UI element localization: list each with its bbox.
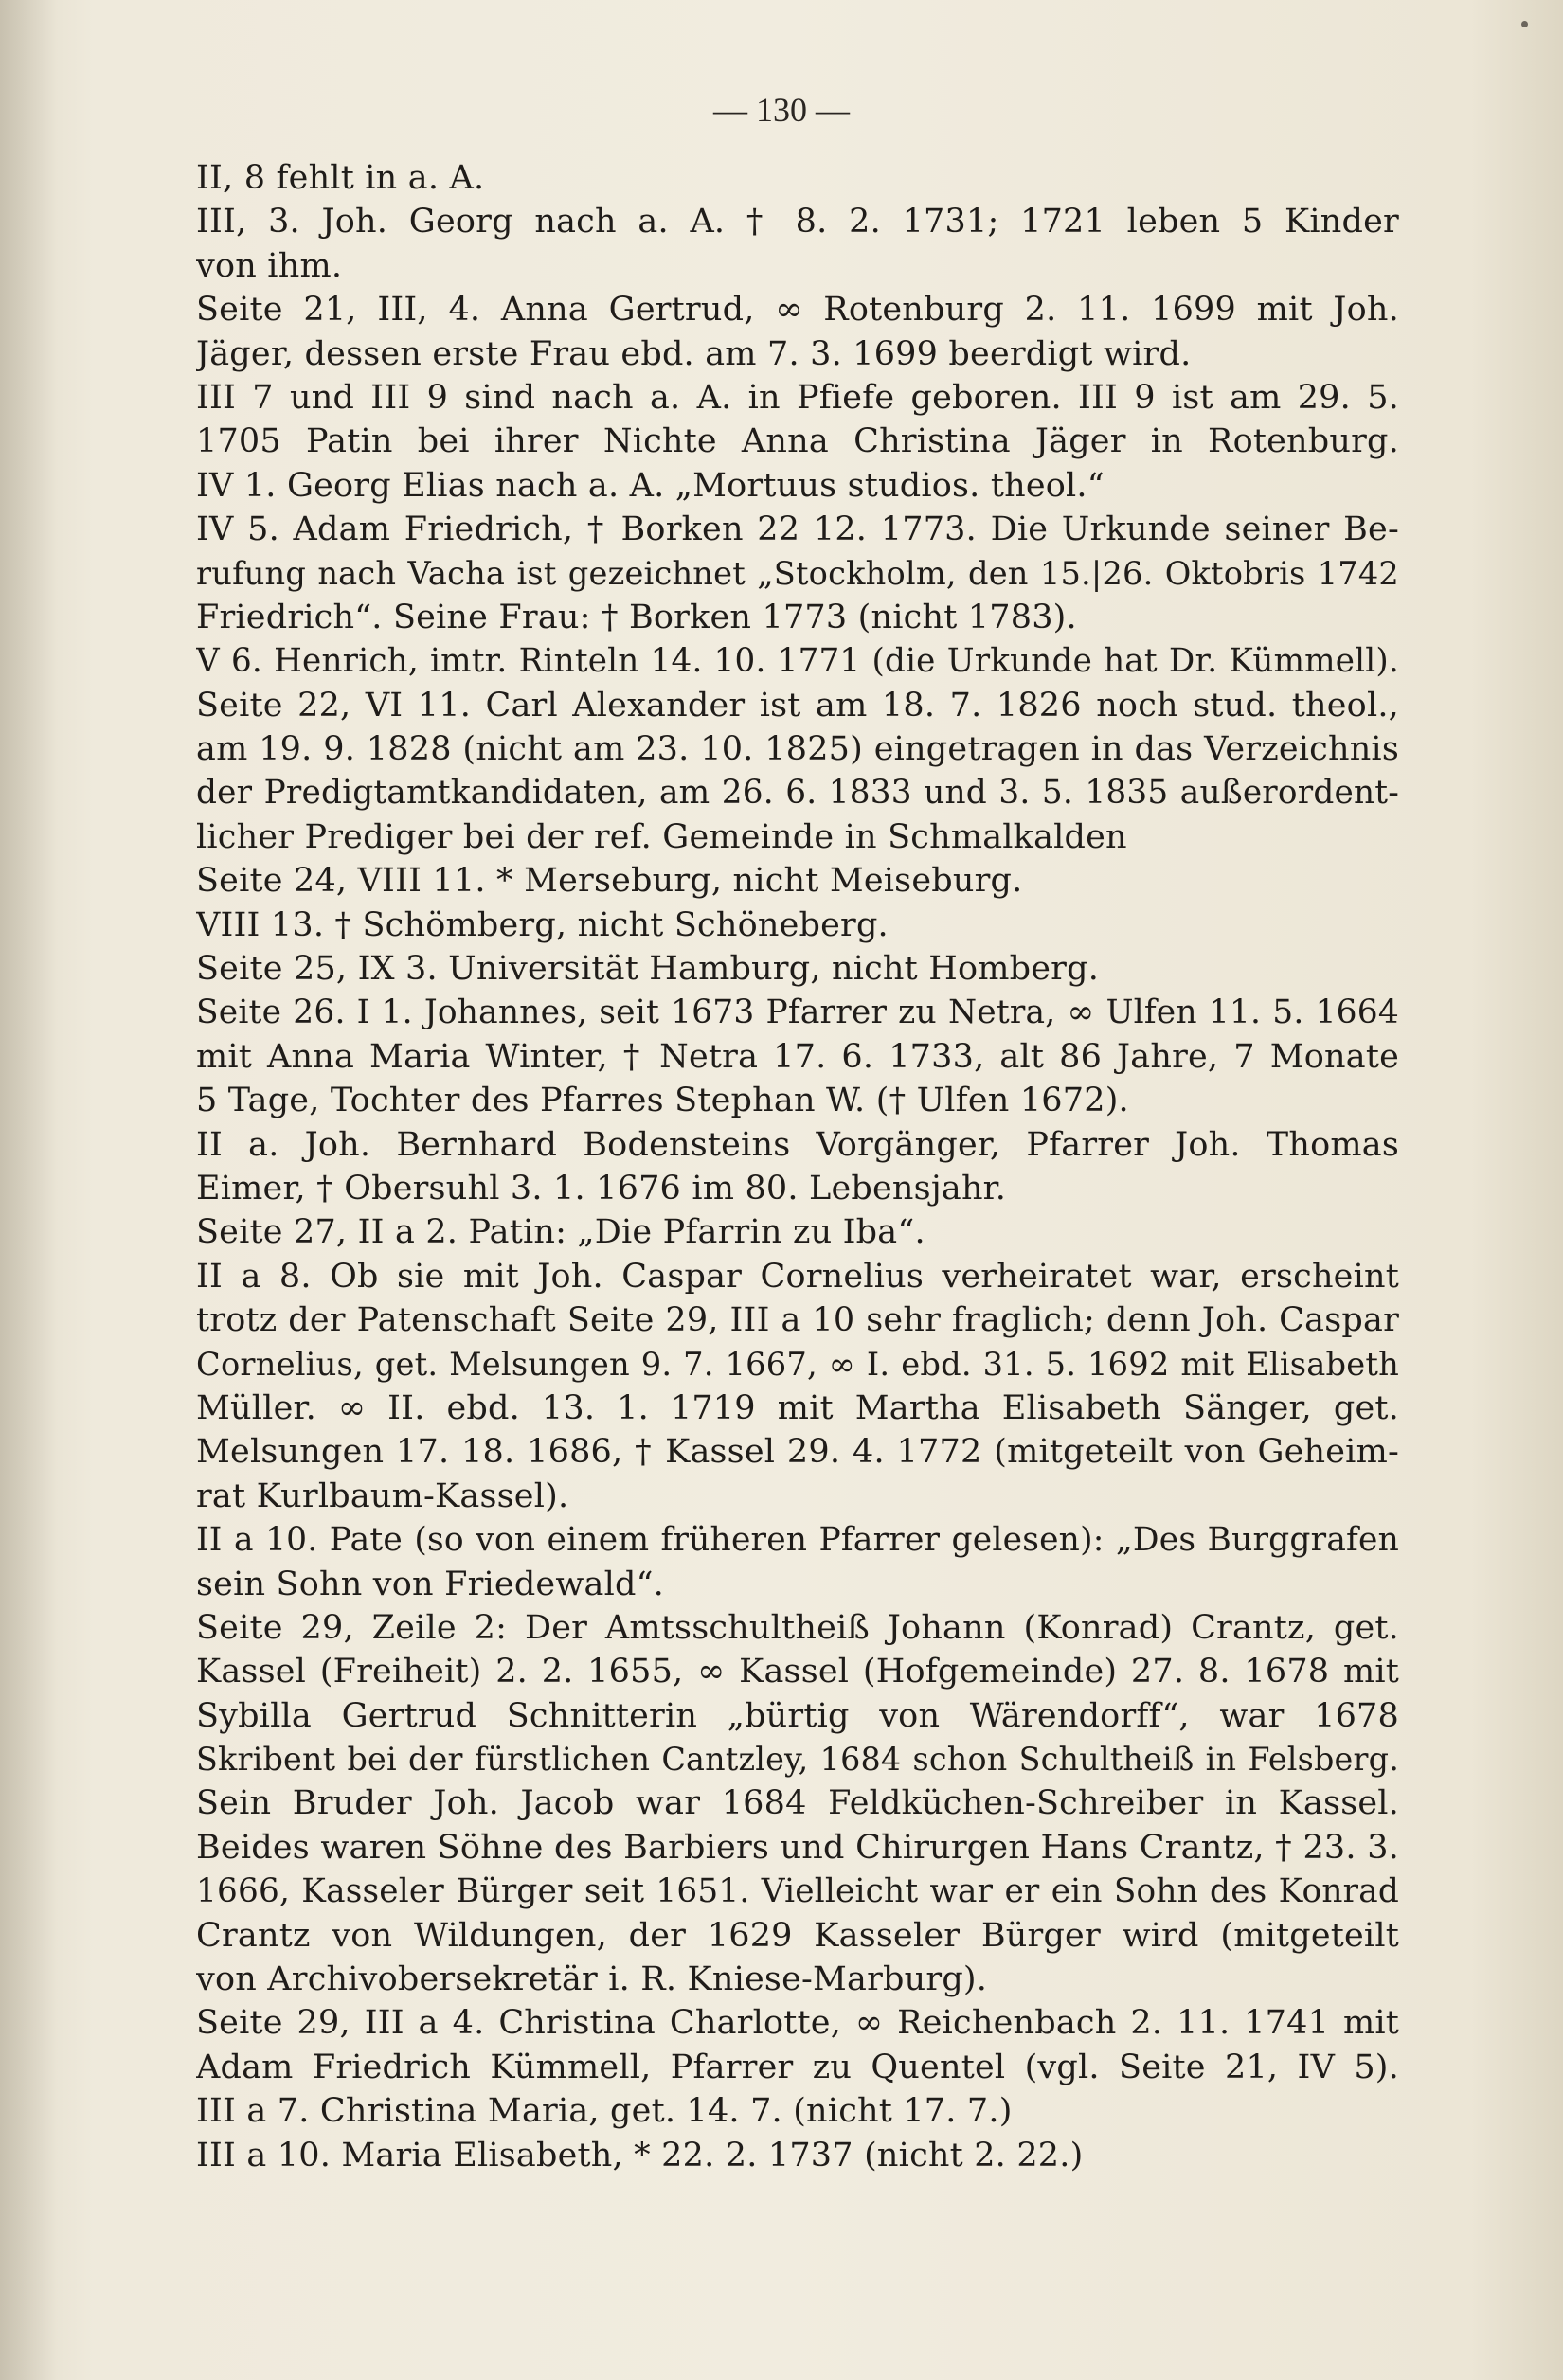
text-line: II a 8. Ob sie mit Joh. Caspar Cornelius verheiratet war, erscheint [196,1257,1399,1296]
text-line: V 6. Henrich, imtr. Rinteln 14. 10. 1771 (die Urkunde hat Dr. Kümmell). [196,642,1399,681]
text-line: sein Sohn von Friedewald“. [196,1565,664,1603]
text-line: VIII 13. † Schömberg, nicht Schöneberg. [196,905,889,944]
text-line: Seite 29, III a 4. Christina Charlotte, ∞ Reichenbach 2. 11. 1741 mit [196,2004,1399,2043]
text-line: Seite 22, VI 11. Carl Alexander ist am 18. 7. 1826 noch stud. theol., [196,686,1399,725]
text-line: Skribent bei der fürstlichen Cantzley, 1684 schon Schultheiß in Felsberg. [196,1741,1399,1779]
text-line: Sybilla Gertrud Schnitterin „bürtig von Wärendorff“, war 1678 [196,1696,1399,1735]
text-line: Beides waren Söhne des Barbiers und Chirurgen Hans Crantz, † 23. 3. [196,1828,1399,1867]
text-line: III a 10. Maria Elisabeth, * 22. 2. 1737 (nicht 2. 22.) [196,2136,1084,2174]
text-line: Seite 25, IX 3. Universität Hamburg, nicht Homberg. [196,950,1100,989]
text-line: IV 1. Georg Elias nach a. A. „Mortuus studios. theol.“ [196,466,1105,505]
text-line: II a. Joh. Bernhard Bodensteins Vorgänger, Pfarrer Joh. Thomas [196,1125,1399,1164]
text-line: Müller. ∞ II. ebd. 13. 1. 1719 mit Martha Elisabeth Sänger, get. [196,1388,1399,1427]
text-line: Seite 21, III, 4. Anna Gertrud, ∞ Rotenburg 2. 11. 1699 mit Joh. [196,291,1399,330]
text-line: Sein Bruder Joh. Jacob war 1684 Feldküchen-Schreiber in Kassel. [196,1784,1399,1823]
text-line: rat Kurlbaum-Kassel). [196,1476,569,1515]
text-line: II a 10. Pate (so von einem früheren Pfarrer gelesen): „Des Burggrafen [196,1521,1399,1560]
text-line: der Predigtamtkandidaten, am 26. 6. 1833 und 3. 5. 1835 außerordent- [196,774,1399,813]
text-line: Jäger, dessen erste Frau ebd. am 7. 3. 1699 beerdigt wird. [196,334,1192,373]
text-line: von Archivobersekretär i. R. Kniese-Marburg). [196,1960,988,1999]
text-line: III 7 und III 9 sind nach a. A. in Pfiefe geboren. III 9 ist am 29. 5. [196,378,1399,417]
text-line: licher Prediger bei der ref. Gemeinde in Schmalkalden [196,817,1127,856]
text-line: mit Anna Maria Winter, † Netra 17. 6. 1733, alt 86 Jahre, 7 Monate [196,1037,1399,1076]
text-line: von ihm. [196,246,343,285]
text-line: Seite 26. I 1. Johannes, seit 1673 Pfarrer zu Netra, ∞ Ulfen 11. 5. 1664 [196,993,1399,1032]
text-line: Adam Friedrich Kümmell, Pfarrer zu Quentel (vgl. Seite 21, IV 5). [196,2048,1399,2086]
text-line: Seite 24, VIII 11. * Merseburg, nicht Meiseburg. [196,862,1023,901]
text-line: III a 7. Christina Maria, get. 14. 7. (nicht 17. 7.) [196,2092,1013,2131]
page-number: — 130 — [713,91,850,129]
text-line: am 19. 9. 1828 (nicht am 23. 10. 1825) eingetragen in das Verzeichnis [196,730,1399,769]
text-line: rufung nach Vacha ist gezeichnet „Stockholm, den 15.|26. Oktobris 1742 [196,554,1399,592]
text-line: Melsungen 17. 18. 1686, † Kassel 29. 4. 1772 (mitgeteilt von Geheim- [196,1433,1399,1472]
gutter-shadow [0,0,57,2380]
body-text [196,156,1399,2177]
text-line: II, 8 fehlt in a. A. [196,159,485,197]
text-line: Eimer, † Obersuhl 3. 1. 1676 im 80. Lebensjahr. [196,1169,1007,1208]
text-line: Seite 27, II a 2. Patin: „Die Pfarrin zu Iba“. [196,1213,925,1252]
ink-speck [1521,21,1528,27]
text-line: 5 Tage, Tochter des Pfarres Stephan W. († Ulfen 1672). [196,1082,1129,1120]
text-line: III, 3. Joh. Georg nach a. A. † 8. 2. 1731; 1721 leben 5 Kinder [196,203,1399,242]
text-line: 1666, Kasseler Bürger seit 1651. Vielleicht war er ein Sohn des Konrad [196,1872,1399,1911]
text-line: Friedrich“. Seine Frau: † Borken 1773 (nicht 1783). [196,598,1077,636]
text-line: trotz der Patenschaft Seite 29, III a 10 sehr fraglich; denn Joh. Caspar [196,1301,1399,1340]
text-line: 1705 Patin bei ihrer Nichte Anna Christina Jäger in Rotenburg. [196,422,1399,461]
text-line: Kassel (Freiheit) 2. 2. 1655, ∞ Kassel (Hofgemeinde) 27. 8. 1678 mit [196,1653,1399,1691]
text-line: Crantz von Wildungen, der 1629 Kasseler Bürger wird (mitgeteilt [196,1916,1399,1955]
text-line: Cornelius, get. Melsungen 9. 7. 1667, ∞ I. ebd. 31. 5. 1692 mit Elisabeth [196,1345,1399,1383]
text-line: IV 5. Adam Friedrich, † Borken 22 12. 1773. Die Urkunde seiner Be- [196,510,1399,549]
text-line: Seite 29, Zeile 2: Der Amtsschultheiß Johann (Konrad) Crantz, get. [196,1608,1399,1647]
